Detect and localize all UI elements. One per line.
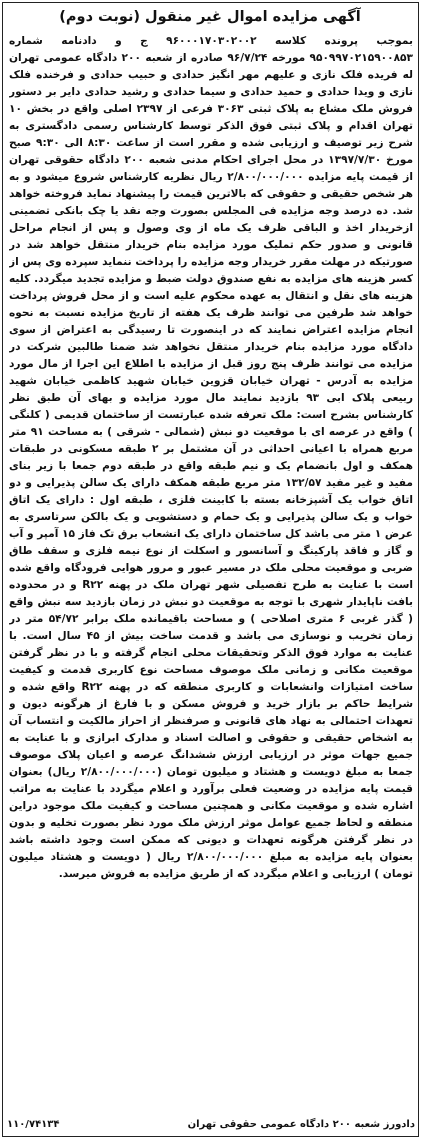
notice-code: ۱۱۰/۷۴۱۳۴ bbox=[7, 1118, 60, 1130]
title-bar bbox=[5, 6, 415, 28]
notice-issuer: دادورز شعبه ۲۰۰ دادگاه عمومی حقوقی تهران bbox=[187, 1118, 415, 1130]
notice-body: بموجب پرونده کلاسه ۹۶۰۰۰۱۷۰۳۰۲۰۰۲ ج و دادنامه شماره ۹۵۰۹۹۷۰۲۱۵۹۰۰۸۵۳ مورخه ۹۶/۷/۲۴ صادره از شعبه ۲۰۰ دادگاه عمومی تهران له فریده فلک نازی و علیهم مهر انگیز حدادی و حبیب حدادی و فرخنده فلک نازی و ویدا حدادی و حمید حدادی و سیما حدادی و رشید حدادی دایر بر دستور فروش ملک مشاع به پلاک ثبتی ۳۰۶۳ فرعی از ۲۳۹۷ اصلی واقع در بخش ۱۰ تهران اقدام و پلاک ثبتی فوق الذکر توسط کارشناس رسمی دادگستری به شرح زیر توصیف و ارزیابی شده و مقرر است از ساعت ۸:۳۰ الی ۹:۳۰ صبح مورخ ۱۳۹۷/۷/۳۰ در محل اجرای احکام مدنی شعبه ۲۰۰ دادگاه حقوقی تهران از قیمت پایه مزایده ۲/۸۰۰/۰۰۰/۰۰۰ ریال نظریه کارشناس شروع میشود و به هر شخص حقیقی و حقوقی که بالاترین قیمت را پیشنهاد نماید فروخته خواهد شد. ده درصد وجه مزایده فی المجلس بصورت وجه نقد یا چک بانکی تضمینی ازخریدار اخذ و الباقی ظرف یک ماه از وی وصول و پس از انجام مراحل قانونی و صدور حکم تملیک مورد مزایده بنام خریدار منتقل خواهد شد در صورتیکه در مهلت مقرر خریدار وجه مزایده را پرداخت ننماید سپرده وی پس از کسر هزینه های مزایده به نفع صندوق دولت ضبط و مزایده تجدید میگردد. کلیه هزینه های نقل و انتقال به عهده محکوم علیه است و از محل فروش پرداخت خواهد شد طرفین می توانند ظرف یک هفته از تاریخ مزایده نسبت به نحوه انجام مزایده اعتراض نمایند که در اینصورت تا رسیدگی به اعتراض از سوی دادگاه مورد مزایده بنام خریدار منتقل نخواهد شد ضمنا طالبین شرکت در مزایده می توانند ظرف پنج روز قبل از مزایده با اطلاع این اجرا از مال مورد مزایده به آدرس - تهران خیابان قزوین خیابان شهید کاظمی خیابان شهید ربیعی پلاک ابی ۹۳ بازدید نمایند مال مورد مزایده و بهای آن طبق نظر کارشناس بشرح است: ملک تعرفه شده عبارتست از ساختمان قدیمی ( کلنگی ) واقع در عرصه ای با موقعیت دو نبش (شمالی - شرقی ) به مساحت ۹۱ متر مربع همراه با اعیانی احداثی در آن مشتمل بر ۲ طبقه مسکونی در طبقات همکف و اول بانضمام یک و نیم طبقه واقع در طبقه دوم جمعا با زیر بنای مفید و غیر مفید ۱۳۲/۵۷ متر مربع طبقه همکف دارای یک سالن پذیرایی و دو اتاق خواب یک آشپزخانه بسته با کابینت فلزی ، طبقه اول : دارای یک اتاق خواب و یک سالن پذیرایی و یک حمام و دستشویی و یک بالکن سرتاسری به عرض ۱ متر می باشد کل ساختمان دارای یک انشعاب برق تک فاز ۱۵ آمپر و آب و گاز و فاقد پارکینگ و آسانسور و اسکلت از نوع نیمه فلزی و سقف طاق ضربی و موقعیت محلی ملک در مسیر عبور و مرور هوایی فرودگاه واقع شده است با عنایت به طرح تفصیلی شهر تهران ملک در پهنه R۲۲ و در محدوده بافت ناپایدار شهری با توجه به موقعیت دو نبش در زمان بازدید سه نبش واقع ( گذر غربی ۶ متری اصلاحی ) و مساحت باقیمانده ملک برابر ۵۴/۷۲ متر در زمان تخریب و نوسازی می باشد و قدمت ساخت بیش از ۴۵ سال است. با عنایت به موارد فوق الذکر وتحقیقات محلی انجام گرفته و با در نظر گرفتن موقعیت مکانی و زمانی ملک موصوف مساحت نوع کاربری قدمت و کیفیت ساخت امتیازات وانشعابات و کاربری منطقه که در پهنه R۲۲ واقع شده و شرایط حاکم بر بازار خرید و فروش مسکن و با فارغ از هرگونه دیون و تعهدات احتمالی به نهاد های قانونی و صرفنظر از احراز مالکیت و انتساب آن به اشخاص حقیقی و حقوقی و اصالت اسناد و مدارک ابرازی و با عنایت به جمیع جهات موثر در ارزیابی ارزش ششدانگ عرصه و اعیان پلاک موصوف جمعا به مبلغ دویست و هشتاد و میلیون تومان (۲/۸۰۰/۰۰۰/۰۰۰ ریال) بعنوان قیمت پایه مزایده در وضعیت فعلی برآورد و اعلام میگردد با عنایت به مراتب اشاره شده و موقعیت مکانی و همچنین مساحت و کیفیت ملک موجود دراین منطقه و لحاظ جمیع عوامل موثر ارزش ملک مورد نظر بصورت تخلیه و بدون در نظر گرفتن هرگونه تعهدات و دیونی که ممکن است وجود داشته باشد بعنوان پایه مزایده به مبلغ ۲/۸۰۰/۰۰۰/۰۰۰ ریال ( دویست و هشتاد میلیون تومان ) ارزیابی و اعلام میگردد که از طریق مزایده به فروش میرسد. bbox=[9, 35, 413, 880]
notice-title: آگهی مزایده اموال غیر منقول (نوبت دوم) bbox=[59, 9, 361, 25]
notice-frame bbox=[2, 2, 419, 1137]
notice-footer bbox=[7, 1115, 415, 1133]
